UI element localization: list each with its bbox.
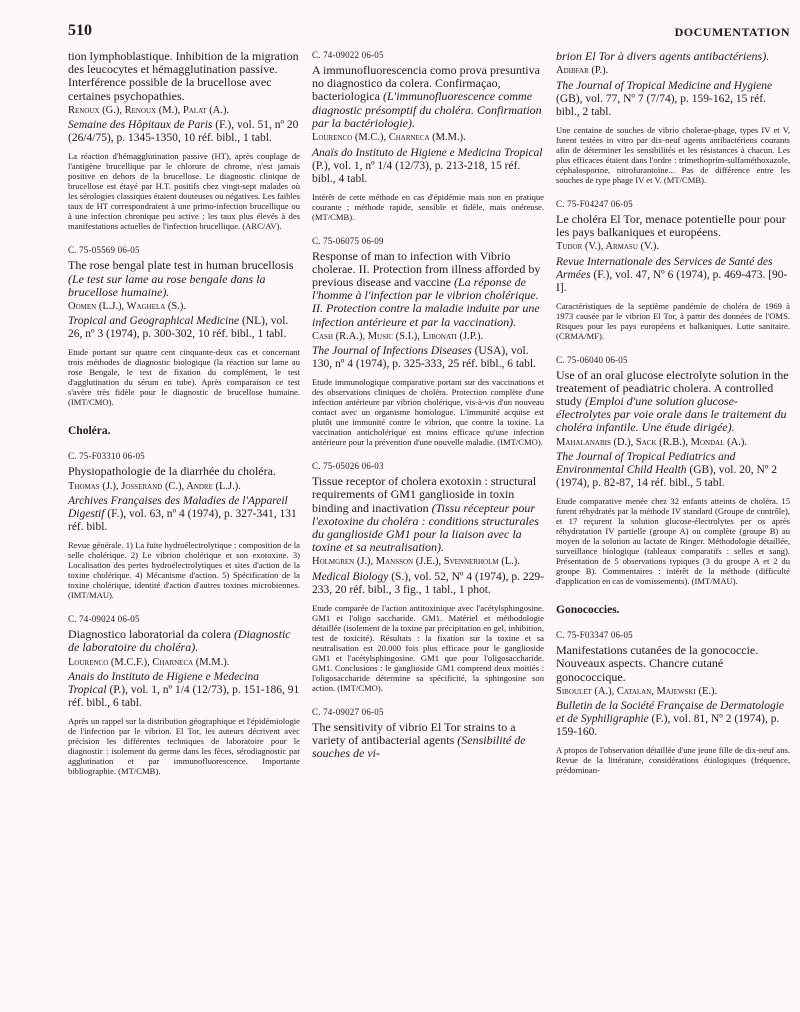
journal-name: Anaïs do Instituto de Higiene e Medicina Tropical	[312, 146, 543, 159]
entry-code: C. 74-09027 06-05	[312, 706, 384, 717]
entry-authors: Cash (R.A.), Music (S.I.), Libonati (J.P.).	[312, 330, 484, 342]
journal-details: (USA), vol. 130, nº 4 (1974), p. 325-333, 25 réf. bibl., 6 tabl.	[312, 345, 536, 371]
entry-authors: Holmgren (J.), Mansson (J.E.), Svennerholm (L.).	[312, 556, 520, 568]
title-translation: (Le test sur lame au rose bengale dans la brucellose humaine).	[68, 271, 266, 299]
entry-journal	[312, 571, 544, 597]
title-translation: (L'immunofluorescence comme diagnostic présomptif du choléra. Confirmation par la bactériologie).	[312, 89, 542, 130]
entry-journal	[68, 671, 300, 710]
title-original: The rose bengal plate test in human brucellosis	[68, 258, 294, 273]
entry-title	[312, 250, 544, 329]
entry-journal	[312, 147, 544, 186]
entry	[556, 355, 790, 587]
journal-details: (F.), vol. 47, Nº 6 (1974), p. 469-473. [90-I].	[556, 268, 788, 294]
entry-abstract: Après un rappel sur la distribution géographique et l'épidémiologie de l'infection par le vibrion. El Tor, les auteurs décrivent avec précision les différentes techniques de laboratoire pour le diagnostic : isolement du germe dans les fèces, sérodiagnostic par agglutination et par immunofluorescence. Importante bibliographie. (MT/CMB).	[68, 716, 300, 777]
journal-details: (P.), vol. 1, nº 1/4 (12/73), p. 213-218, 15 réf. bibl., 4 tabl.	[312, 159, 521, 185]
journal-details: (F.), vol. 63, nº 4 (1974), p. 327-341, 131 réf. bibl.	[68, 508, 297, 534]
entry	[312, 50, 544, 222]
journal-details: (GB), vol. 77, Nº 7 (7/74), p. 159-162, 15 réf. bibl., 2 tabl.	[556, 92, 766, 118]
entry-title	[312, 64, 544, 130]
title-original: The sensitivity of vibrio El Tor strains to a variety of antibacterial agents	[312, 719, 516, 748]
entry-code: C. 74-09024 06-05	[68, 614, 140, 625]
entry-journal	[68, 315, 300, 341]
entry-abstract: La réaction d'hémagglutination passive (HT), après couplage de l'antigène brucellique par le chlorure de chrome, n'est jamais positive en dehors de la brucellose. Le diagnostic clinique de brucellose est étayé par H.T. positifs chez vingt-sept malades où les sérologies classiques étaient douteuses ou négatives. Les faibles taux de HT correspondraient à une primo-infection brucellique ou à une infection chronique peu active ; les taux plus élevés à des manifestations actuelles de l'infection brucellique. (ARC/AV).	[68, 151, 300, 232]
entry-title	[556, 369, 790, 435]
entry	[68, 451, 300, 600]
entry	[312, 707, 544, 761]
entry-code: C. 75-F04247 06-05	[556, 198, 633, 209]
entry	[556, 630, 790, 775]
journal-name: Medical Biology	[312, 570, 389, 583]
entry-journal	[556, 700, 790, 739]
title-original: Use of an oral glucose electrolyte solution in the treatement of peadiatric cholera. A controlled study	[556, 367, 789, 409]
entry-abstract: Etude immunologique comparative portant sur des vaccinations et des observations cliniques de choléra. Protection complète d'une infection antérieure par vibrion cholérique, vis-à-vis d'un nouveau contact avec un organisme homologue. L'immunité acquise est plutôt une immunité contre le vibrion, que contre la toxine. La vaccination anticholérique est moins efficace qu'une infection antérieure pour la prévention d'une nouvelle maladie. (IMT/CMO).	[312, 377, 544, 448]
title-translation: (Diagnostic de laboratoire du choléra).	[68, 627, 291, 655]
entry-abstract: Etude comparée de l'action antitoxinique avec l'acétylsphingosine. GM1 et l'oligo saccharide. GM1. Matériel et méthodologie détaillée (isolement de la toxine par précipitation en gel, inhibition, test de toxicité). Résultats : la fixation sur la toxine et sa neutralisation est 20.000 fois plus efficace pour le ganglioside GM1 et l'acétylsphingosine. GM1 que pour l'oligosaccharide. GM1. Conclusions : le ganglioside GM1 comprend deux moitiés : l'oligosaccharide détermine sa spécificité, la sphingosine son action. (IMT/CMO).	[312, 602, 544, 693]
journal-name: Bulletin de la Société Française de Dermatologie et de Syphiligraphie	[556, 700, 785, 726]
entry-authors: Oomen (L.J.), Waghela (S.).	[68, 300, 187, 312]
entry	[312, 236, 544, 448]
title-original: A immunofluorescencia como prova presuntiva no diagnostico da colera. Confirmaçao, bacteriologica	[312, 63, 540, 104]
journal-details: (F.), vol. 51, nº 20 (26/4/75), p. 1345-1350, 10 réf. bibl., 1 tabl.	[68, 119, 299, 145]
journal-name: Revue Internationale des Services de Santé des Armées	[556, 255, 773, 281]
journal-name: Anais do Instituto de Higiene e Medecina Tropical	[68, 671, 259, 697]
entry-authors: Tudor (V.), Armasu (V.).	[556, 241, 659, 253]
entry-journal	[68, 119, 300, 145]
entry	[312, 461, 544, 693]
journal-details: (P.), vol. 1, nº 1/4 (12/73), p. 151-186, 91 réf. bibl., 6 tabl.	[68, 684, 300, 710]
entry-authors: Adibfar (P.).	[556, 65, 609, 77]
entry-title: Le choléra El Tor, menace potentielle pour pour les pays balkaniques et européens.	[556, 211, 786, 239]
entry-title	[68, 628, 300, 654]
entry-journal	[312, 345, 544, 371]
entry-authors: Thomas (J.), Josserand (C.), Andre (L.J.).	[68, 480, 241, 492]
entry-journal	[556, 80, 790, 119]
entry-title	[312, 721, 544, 761]
entry	[68, 245, 300, 407]
journal-details: (F.), vol. 81, Nº 2 (1974), p. 159-160.	[556, 713, 780, 739]
title-translation: brion El Tor à divers agents antibactériens).	[556, 49, 770, 63]
entry-journal	[556, 451, 790, 490]
journal-name: Tropical and Geographical Medicine	[68, 315, 240, 328]
section-title-cholera: Choléra.	[68, 425, 111, 438]
entry-code: C. 75-05026 06-03	[312, 461, 384, 472]
entry	[68, 614, 300, 776]
entry-authors: Lourenco (M.C.), Charneca (M.M.).	[312, 132, 466, 144]
entry-abstract: Etude comparative menée chez 32 enfants atteints de choléra. 15 furent réhydratés par la méthode IV standard (Groupe de contrôle), et 17 reçurent la solution glucose-électrolytes per os après réhydratation IV partielle (groupe A) ou complète (groupe B) au moyen de la solution au lactate de Ringer. Méthodologie détaillée, surveillance biologique (tableaux comparatifs : selles et sang). Présentation de 5 observations typiques (3 du groupe A et 2 du groupe B). Commentaires : intérêt de la méthode (difficulté d'application en cas de vomissements). (IMT/MAU).	[556, 496, 790, 587]
title-translation: (Sensibilité de souches de vi-	[312, 733, 526, 761]
entry-journal	[556, 256, 790, 295]
entry-authors: Siboulet (A.), Catalan, Majewski (E.).	[556, 685, 718, 697]
section-title-gonococcies: Gonococcies.	[556, 604, 620, 617]
title-original: Response of man to infection with Vibrio cholerae. II. Protection from illness afforded by previous disease and vaccine	[312, 248, 541, 289]
entry-continued	[68, 50, 300, 231]
entry-abstract: Intérêt de cette méthode en cas d'épidémie mais non en pratique courante ; méthode rapide, sensible et fidèle, mais onéreuse. (MT/CMB).	[312, 191, 544, 222]
entry-title	[68, 259, 300, 299]
title-translation: (Tissu récepteur pour l'exotoxine du choléra : conditions structurales du ganglioside GM1 pour la liaison avec la toxine et sa neutralisation).	[312, 500, 539, 555]
entry-journal	[68, 495, 300, 534]
journal-name: The Journal of Tropical Pediatrics and Environmental Child Health	[556, 451, 736, 477]
entry-code: C. 75-F03347 06-05	[556, 630, 633, 641]
entry-authors: Mahalanabis (D.), Sack (R.B.), Mondal (A.).	[556, 436, 747, 448]
journal-name: The Journal of Tropical Medicine and Hygiene	[556, 79, 773, 92]
entry-authors: Renoux (G.), Renoux (M.), Palat (A.).	[68, 104, 230, 116]
journal-details: (GB), vol. 20, Nº 2 (1974), p. 82-87, 14 réf. bibl., 5 tabl.	[556, 464, 777, 490]
entry-title: Physiopathologie de la diarrhée du choléra.	[68, 464, 276, 479]
title-original: Tissue receptor of cholera exotoxin : structural requirements of GM1 ganglioside in toxin binding and inactivation	[312, 474, 537, 515]
journal-details: (NL), vol. 26, nº 3 (1974), p. 300-302, 10 réf. bibl., 1 tabl.	[68, 315, 289, 341]
page-header	[68, 22, 790, 42]
entry-code: C. 74-09022 06-05	[312, 50, 384, 60]
journal-details: (S.), vol. 52, Nº 4 (1974), p. 229-233, 20 réf. bibl., 3 fig., 1 tabl., 1 phot.	[312, 570, 544, 596]
entry-abstract: Revue générale. 1) La fuite hydroélectrolytique : composition de la selle cholérique. 2) Le vibrion cholérique et son exotoxine. 3) Localisation des pertes hydroélectrolytiques et sites d'action de la toxine cholérique. 4) Mécanisme d'action. 5) Spécification de la toxine cholérique, identité d'action d'autres toxines microbiennes. (IMT/MAU).	[68, 540, 300, 601]
entry-code: C. 75-05569 06-05	[68, 245, 140, 256]
entry-abstract: A propos de l'observation détaillée d'une jeune fille de dix-neuf ans. Revue de la littérature, considérations étiologiques (fréquence, prédominan-	[556, 745, 790, 776]
title-translation: (La réponse de l'homme à l'infection par le vibrion cholérique. II. Protection contre la maladie induite par une infection antérieure et par la vaccination).	[312, 274, 540, 329]
entry-code: C. 75-06075 06-09	[312, 235, 384, 246]
journal-name: Archives Françaises des Maladies de l'Appareil Digestif	[68, 495, 288, 521]
entry-code: C. 75-06040 06-05	[556, 354, 628, 365]
entry-title	[312, 475, 544, 554]
entry	[556, 199, 790, 341]
entry-title: tion lymphoblastique. Inhibition de la migration des leucocytes et hémagglutination passive. Interférence possible de la brucellose avec certaines psychopathies.	[68, 49, 299, 103]
journal-name: The Journal of Infections Diseases	[312, 345, 472, 358]
column-1	[68, 50, 300, 790]
entry-abstract: Caractéristiques de la septième pandémie de choléra de 1969 à 1973 causée par le vibrion El Tor, à partir des données de l'OMS. Risques pour les pays européens et balkaniques. Lutte sanitaire. (CRMA/MF).	[556, 300, 790, 341]
entry-continued	[556, 50, 790, 185]
entry-title: Manifestations cutanées de la gonococcie. Nouveaux aspects. Chancre cutané gonococcique.	[556, 643, 759, 684]
title-translation: (Emploi d'une solution glucose-électrolytes par voie orale dans le traitement du choléra infantile. Une étude dirigée).	[556, 394, 787, 435]
journal-name: Semaine des Hôpitaux de Paris	[68, 119, 213, 132]
column-3	[556, 50, 790, 789]
column-2	[312, 50, 544, 775]
entry-code: C. 75-F03310 06-05	[68, 451, 145, 462]
entry-authors: Lourenco (M.C.F.), Charneca (M.M.).	[68, 656, 230, 668]
page-number: 510	[68, 22, 92, 39]
entry-abstract: Une centaine de souches de vibrio cholerae-phage, types IV et V, furent testées in vitro par dix-neuf agents antibactériens courants afin de déterminer les sensibilités et les résistances à chacun. Les plus efficaces étaient dans l'ordre : trimethoprim-sulfaméthoxazole, céphalosporine, nitrofurantoïne... Pas de différence entre les souches de type phage IV et V. (MT/CMB).	[556, 124, 790, 185]
title-original: Diagnostico laboratorial da colera	[68, 627, 231, 642]
section-header: DOCUMENTATION	[674, 25, 790, 39]
entry-abstract: Etude portant sur quatre cent cinquante-deux cas et concernant trois méthodes de diagnostic biologique (la réaction sur lame au rose Bengale, le test de fixation du complément, le test d'agglutination du sérum en tube). Après comparaison ce test s'avère très fidèle pour le diagnostic de brucellose humaine. (IMT/CMO).	[68, 347, 300, 408]
